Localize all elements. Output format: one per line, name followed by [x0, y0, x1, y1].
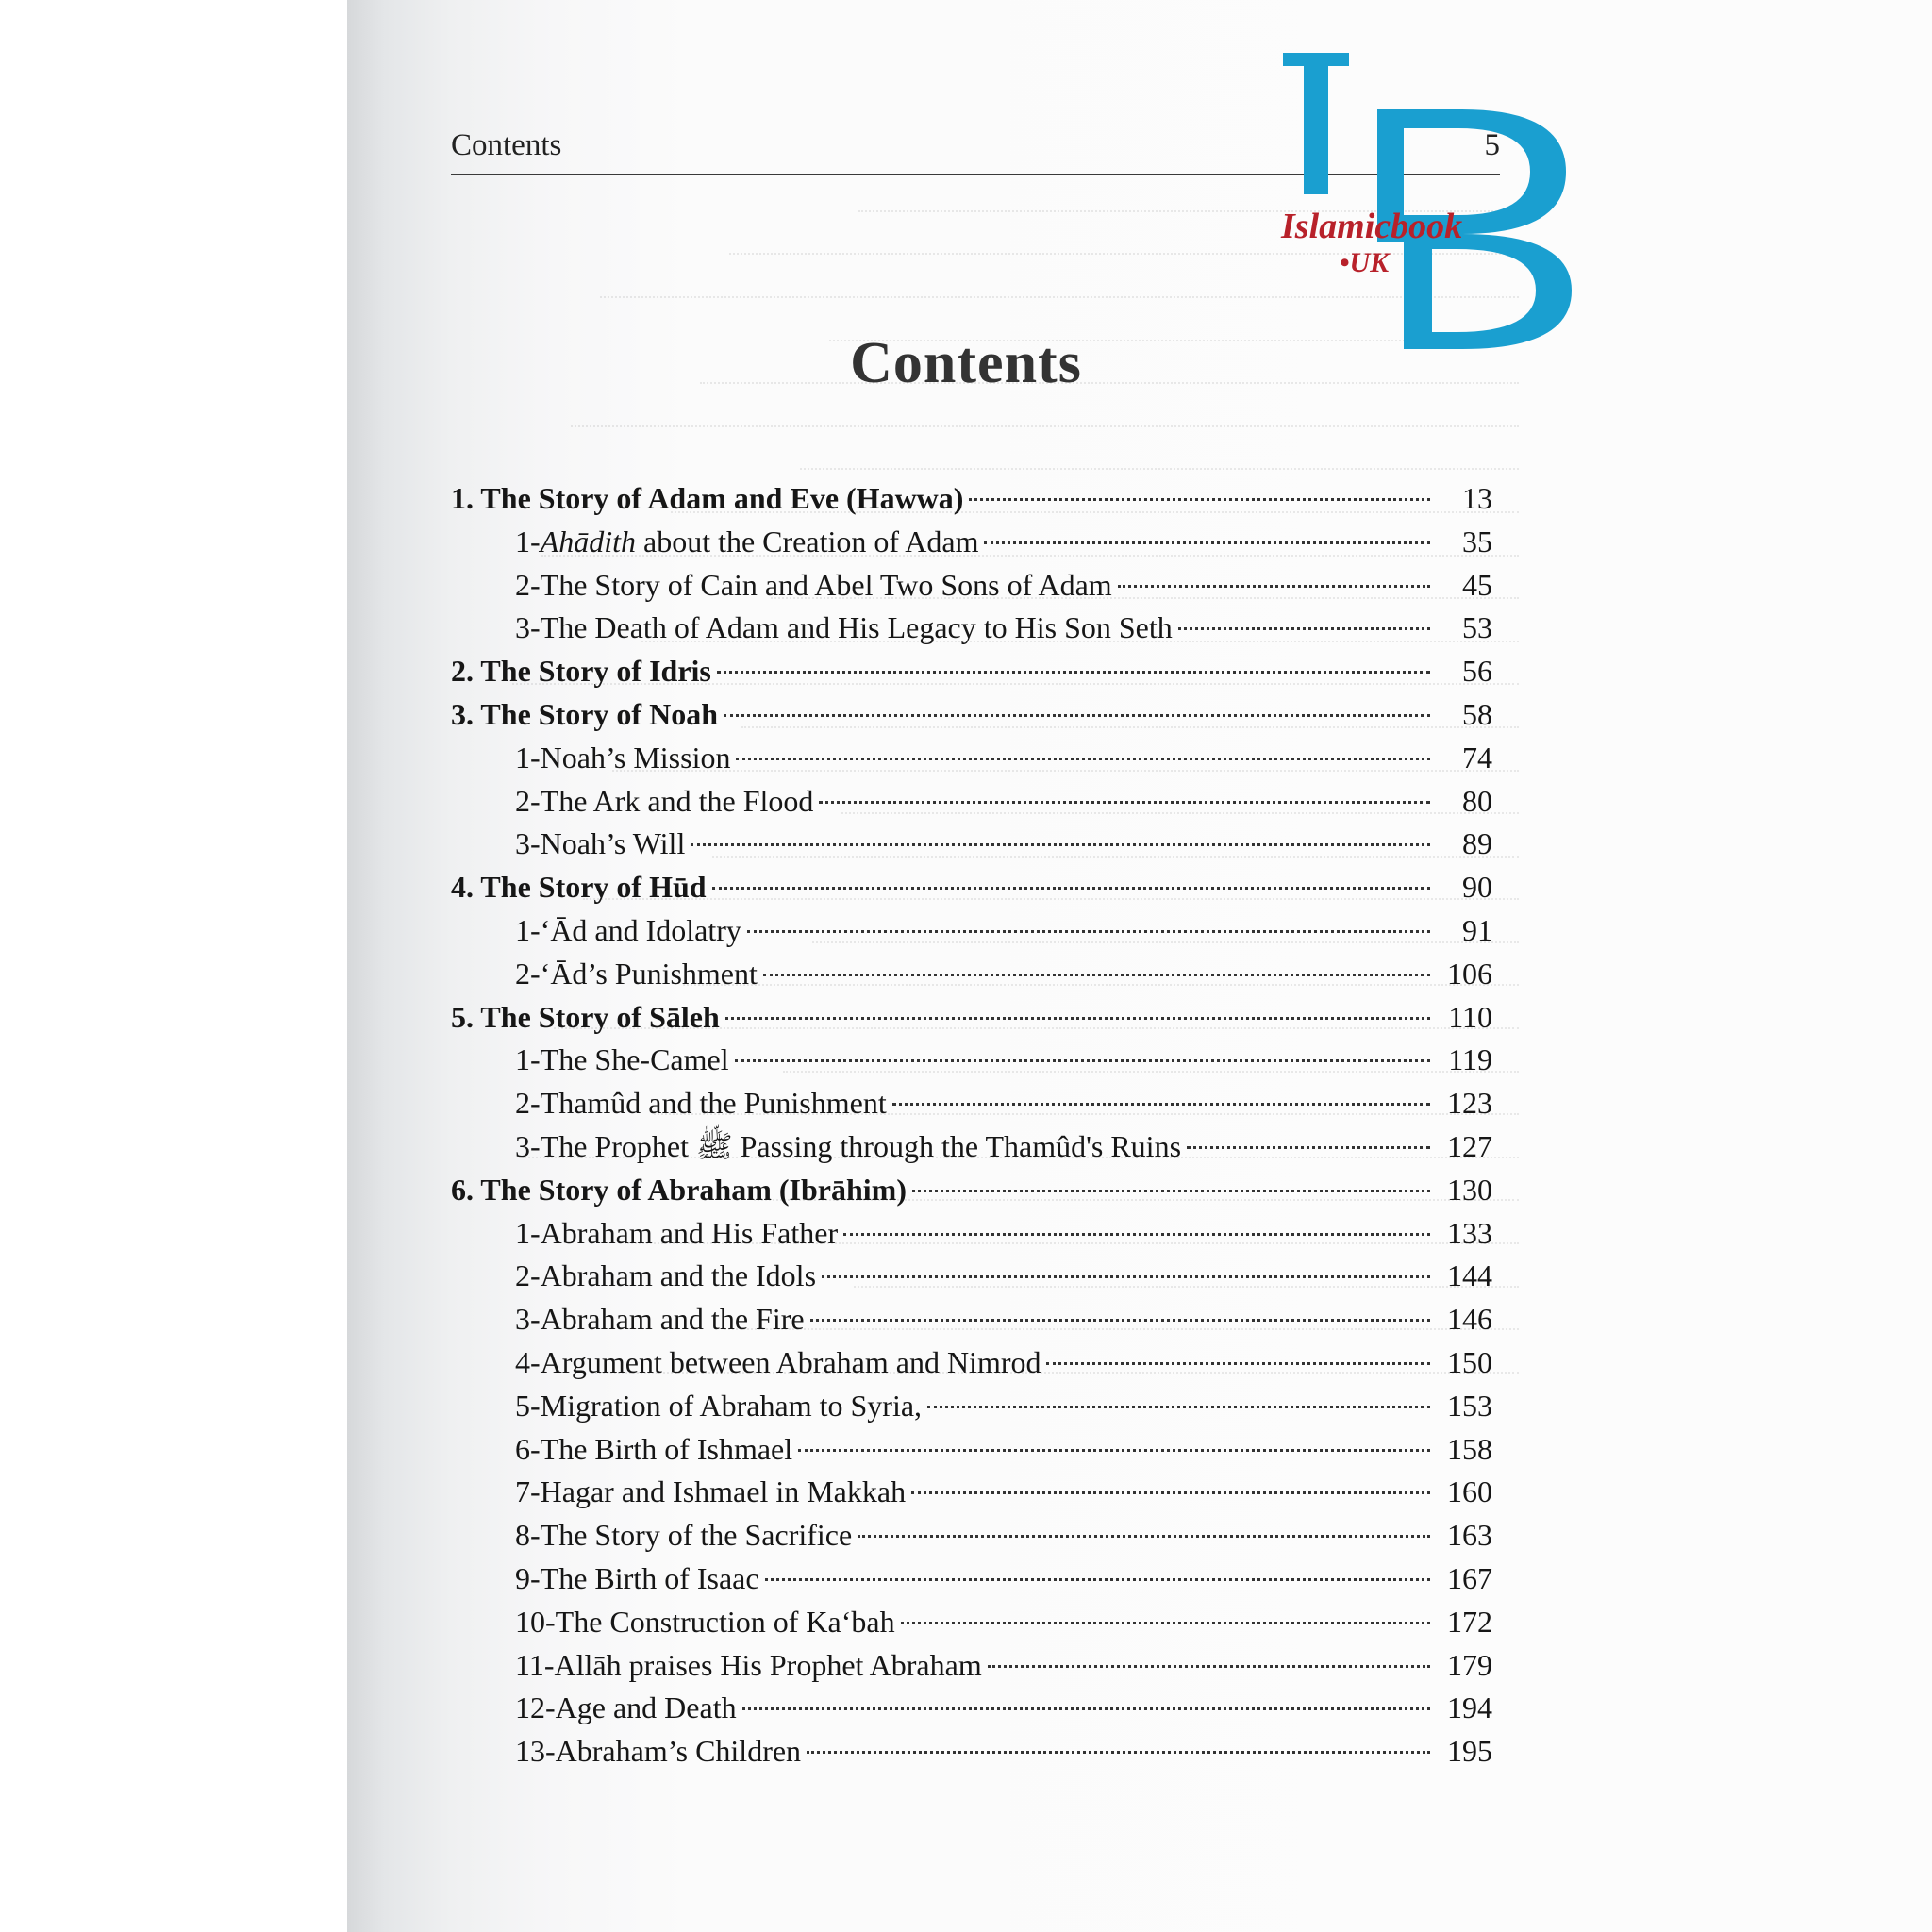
toc-section-row — [451, 1125, 1492, 1169]
toc-page-number: 58 — [1462, 696, 1492, 731]
running-head-title: Contents — [451, 128, 562, 162]
toc-section-row — [451, 1255, 1492, 1298]
toc-section-row — [451, 1298, 1492, 1341]
toc-entry-title — [451, 650, 711, 693]
toc-page-number: 195 — [1447, 1734, 1492, 1769]
dot-leader — [1118, 585, 1430, 588]
dot-leader — [763, 974, 1430, 976]
toc-entry-title — [515, 1471, 906, 1514]
toc-page-number: 153 — [1447, 1388, 1492, 1423]
toc-page-number: 56 — [1462, 654, 1492, 689]
toc-section-title: 2-Thamûd and the Punishment — [515, 1086, 887, 1121]
show-through-line — [453, 404, 1519, 447]
toc-entry-title — [515, 909, 741, 953]
dot-leader — [858, 1535, 1430, 1538]
toc-section-title: 1-The She-Camel — [515, 1042, 729, 1077]
logo-wordmark: Islamicbook — [1281, 207, 1463, 246]
toc-entry-title — [451, 866, 707, 909]
toc-page-number: 194 — [1447, 1690, 1492, 1725]
toc-page-number: 80 — [1462, 783, 1492, 818]
dot-leader — [984, 541, 1430, 544]
dot-leader — [810, 1319, 1430, 1322]
toc-section-row — [451, 1039, 1492, 1082]
toc-page-number: 167 — [1447, 1560, 1492, 1595]
toc-chapter-title: The Story of Abraham (Ibrāhim) — [480, 1172, 907, 1207]
toc-page-number: 160 — [1447, 1474, 1492, 1509]
toc-entry-title — [515, 1687, 737, 1730]
toc-entry-title — [515, 607, 1173, 650]
toc-section-row — [451, 1687, 1492, 1730]
toc-section-title: 4-Argument between Abraham and Nimrod — [515, 1344, 1041, 1379]
toc-chapter-title: The Story of Idris — [480, 654, 711, 689]
dot-leader — [1046, 1362, 1430, 1365]
dot-leader — [712, 887, 1430, 890]
toc-page-number: 13 — [1462, 481, 1492, 515]
toc-chapter-number: 4. — [451, 870, 481, 905]
toc-entry-title — [515, 737, 730, 780]
toc-section-row — [451, 521, 1492, 564]
toc-page-number: 89 — [1462, 826, 1492, 861]
dot-leader — [892, 1103, 1430, 1106]
toc-entry-title — [515, 521, 978, 564]
toc-entry-title — [515, 1730, 801, 1774]
toc-chapter-row — [451, 477, 1492, 521]
toc-section-row — [451, 1471, 1492, 1514]
toc-page-number: 150 — [1447, 1344, 1492, 1379]
toc-section-title: 2-The Story of Cain and Abel Two Sons of Adam — [515, 567, 1112, 602]
toc-chapter-row — [451, 866, 1492, 909]
toc-section-row — [451, 607, 1492, 650]
toc-page-number: 158 — [1447, 1431, 1492, 1466]
toc-chapter-row — [451, 650, 1492, 693]
toc-page-number: 45 — [1462, 567, 1492, 602]
toc-entry-title — [515, 1212, 838, 1256]
toc-entry-title — [451, 1169, 907, 1212]
toc-section-title: 3-Noah’s Will — [515, 826, 686, 861]
dot-leader — [798, 1449, 1430, 1452]
toc-page-number: 74 — [1462, 740, 1492, 774]
toc-section-row — [451, 1341, 1492, 1385]
toc-section-row — [451, 953, 1492, 996]
toc-entry-title — [451, 693, 718, 737]
toc-section-row — [451, 1514, 1492, 1557]
dot-leader — [691, 843, 1430, 846]
logo-suffix: •UK — [1340, 247, 1390, 278]
toc-chapter-title: The Story of Hūd — [480, 870, 707, 905]
toc-page-number: 106 — [1447, 956, 1492, 991]
toc-section-row — [451, 1644, 1492, 1688]
toc-section-title: 12-Age and Death — [515, 1690, 737, 1725]
toc-section-italic: Ahādith — [540, 524, 636, 558]
toc-section-title: 9-The Birth of Isaac — [515, 1560, 759, 1595]
toc-section-row — [451, 1730, 1492, 1774]
toc-section-title: 2-Abraham and the Idols — [515, 1258, 817, 1293]
dot-leader — [822, 1275, 1430, 1278]
show-through-bar — [800, 466, 1519, 470]
toc-section-title: 2-‘Ād’s Punishment — [515, 956, 758, 991]
toc-chapter-row — [451, 693, 1492, 737]
toc-entry-title — [515, 1385, 922, 1428]
toc-chapter-number: 2. — [451, 654, 481, 689]
toc-section-row — [451, 737, 1492, 780]
toc-entry-title — [515, 1644, 982, 1688]
toc-chapter-row — [451, 996, 1492, 1040]
dot-leader — [911, 1491, 1430, 1494]
toc-section-title: 1-‘Ād and Idolatry — [515, 912, 741, 947]
dot-leader — [988, 1665, 1430, 1668]
toc-section-title: 7-Hagar and Ishmael in Makkah — [515, 1474, 907, 1509]
toc-page-number: 127 — [1447, 1128, 1492, 1163]
islamicbook-logo — [1283, 49, 1575, 351]
dot-leader — [843, 1233, 1430, 1236]
toc-section-title: 3-The Death of Adam and His Legacy to His Son Seth — [515, 610, 1173, 645]
toc-page-number: 146 — [1447, 1302, 1492, 1337]
toc-section-title: 6-The Birth of Ishmael — [515, 1431, 793, 1466]
toc-chapter-number: 1. — [451, 481, 481, 515]
toc-page-number: 35 — [1462, 524, 1492, 558]
toc-page-number: 172 — [1447, 1604, 1492, 1639]
toc-section-row — [451, 1601, 1492, 1644]
toc-section-title: 3-Abraham and the Fire — [515, 1302, 805, 1337]
toc-page-number: 110 — [1448, 999, 1492, 1034]
toc-entry-title — [515, 1601, 895, 1644]
logo-letters-icon — [1283, 49, 1575, 351]
toc-section-title: 5-Migration of Abraham to Syria, — [515, 1388, 923, 1423]
toc-entry-title — [515, 1428, 792, 1472]
dot-leader — [1178, 627, 1430, 630]
toc-section-row — [451, 1557, 1492, 1601]
running-head-page-number: 5 — [1484, 128, 1500, 162]
toc-section-title: 13-Abraham’s Children — [515, 1734, 802, 1769]
toc-page-number: 90 — [1462, 870, 1492, 905]
toc-chapter-title: The Story of Noah — [480, 696, 718, 731]
toc-entry-title — [515, 1341, 1041, 1385]
dot-leader — [901, 1622, 1430, 1624]
toc-section-row — [451, 564, 1492, 608]
toc-section-title: about the Creation of Adam — [635, 524, 979, 558]
dot-leader — [819, 801, 1430, 804]
toc-entry-title — [515, 564, 1112, 608]
toc-chapter-number: 5. — [451, 999, 481, 1034]
toc-chapter-number: 6. — [451, 1172, 481, 1207]
toc-entry-title — [451, 996, 720, 1040]
toc-entry-title — [515, 1298, 805, 1341]
dot-leader — [747, 930, 1430, 933]
scan-margin — [0, 0, 347, 1932]
toc-page-number: 123 — [1447, 1086, 1492, 1121]
dot-leader — [735, 1059, 1430, 1062]
toc-entry-title — [515, 823, 685, 866]
toc-section-title: 10-The Construction of Ka‘bah — [515, 1604, 895, 1639]
toc-section-title: 3-The Prophet ﷺ Passing through the Thamûd's Ruins — [515, 1128, 1182, 1163]
toc-page-number: 179 — [1447, 1647, 1492, 1682]
toc-page-number: 119 — [1448, 1042, 1492, 1077]
dot-leader — [725, 1017, 1430, 1020]
toc-section-row — [451, 780, 1492, 824]
toc-section-row — [451, 823, 1492, 866]
toc-section-title: 11-Allāh praises His Prophet Abraham — [515, 1647, 982, 1682]
toc-section-row — [451, 1428, 1492, 1472]
toc-section-title: 8-The Story of the Sacrifice — [515, 1518, 853, 1553]
toc-section-prefix: 1- — [515, 524, 541, 558]
toc-chapter-title: The Story of Sāleh — [480, 999, 720, 1034]
toc-entry-title — [515, 1557, 759, 1601]
toc-section-title: 1-Abraham and His Father — [515, 1215, 839, 1250]
toc-section-row — [451, 1082, 1492, 1125]
dot-leader — [765, 1578, 1430, 1581]
toc-page-number: 130 — [1447, 1172, 1492, 1207]
toc-page-number: 144 — [1447, 1258, 1492, 1293]
dot-leader — [736, 758, 1430, 760]
toc-page-number: 53 — [1462, 610, 1492, 645]
toc-section-row — [451, 1385, 1492, 1428]
dot-leader — [724, 714, 1430, 717]
toc-section-title: 1-Noah’s Mission — [515, 740, 731, 774]
toc-entry-title — [515, 1082, 887, 1125]
toc-entry-title — [451, 477, 963, 521]
toc-section-row — [451, 1212, 1492, 1256]
dot-leader — [1187, 1146, 1430, 1149]
dot-leader — [742, 1707, 1430, 1710]
toc-page-number: 163 — [1447, 1518, 1492, 1553]
dot-leader — [927, 1406, 1430, 1408]
toc-chapter-title: The Story of Adam and Eve (Hawwa) — [480, 481, 964, 515]
page-title: Contents — [850, 331, 1082, 395]
toc-page-number: 133 — [1447, 1215, 1492, 1250]
toc-section-title: 2-The Ark and the Flood — [515, 783, 814, 818]
toc-entry-title — [515, 1039, 729, 1082]
toc-entry-title — [515, 1255, 816, 1298]
show-through-bar — [571, 424, 1519, 427]
toc-entry-title — [515, 953, 758, 996]
toc-section-row — [451, 909, 1492, 953]
dot-leader — [807, 1751, 1430, 1754]
toc-entry-title — [515, 1125, 1181, 1169]
dot-leader — [912, 1190, 1430, 1192]
dot-leader — [717, 671, 1430, 674]
toc-chapter-number: 3. — [451, 696, 481, 731]
dot-leader — [969, 498, 1430, 501]
toc-entry-title — [515, 1514, 852, 1557]
toc-chapter-row — [451, 1169, 1492, 1212]
toc-page-number: 91 — [1462, 912, 1492, 947]
toc-entry-title — [515, 780, 813, 824]
table-of-contents — [451, 477, 1492, 1774]
